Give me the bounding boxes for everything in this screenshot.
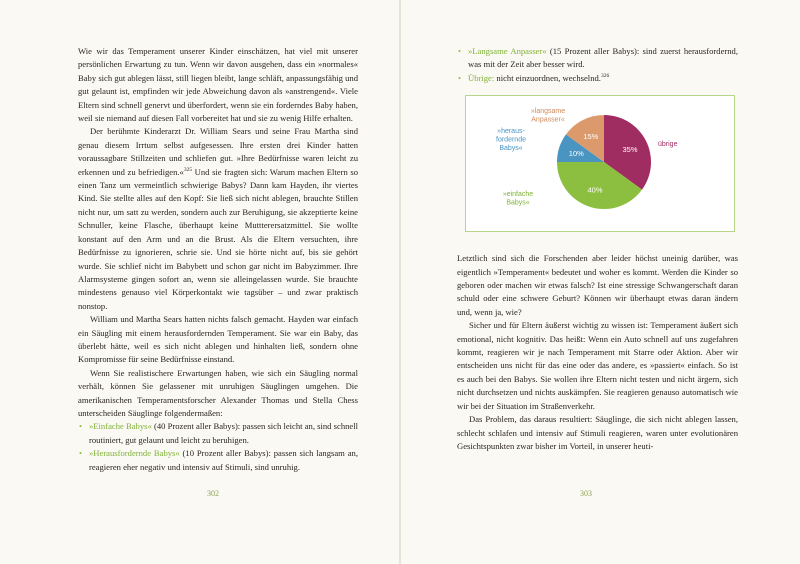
page-number: 303 xyxy=(580,489,592,498)
slice-value-label: 35% xyxy=(622,145,638,155)
slice-category-label: »heraus-fordernde Babys« xyxy=(496,128,526,153)
footnote-ref: 325 xyxy=(183,166,193,173)
paragraph: William und Martha Sears hatten nichts falsch gemacht. Hayden war einfach ein Säugling mit einem herausfordernden Temperament. Sie war ein Baby, das überlebt hätte, weil es sich nicht ablegen und hinhalten ließ, sondern ohne Kompromisse für seine Bedürfnisse einstand. xyxy=(78,314,358,365)
slice-category-label: »einfache Babys« xyxy=(502,191,534,207)
list-item: • »Herausfordernde Babys« (10 Prozent aller Babys): passen sich langsam an, reagieren eher negativ und intensiv auf Stimuli, sind unruhig. xyxy=(78,447,358,474)
paragraph: Wie wir das Temperament unserer Kinder einschätzen, hat viel mit unserer persönlichen Erwartung zu tun. Wenn wir davon ausgehen, dass ein »normales« Baby sich gut ablegen lässt, still liegen bleibt, lange schläft, anpassungsfähig und gut gelaunt ist, empfinden wir jede Abweichung davon als »anstrengend«. Viele Eltern sind schnell genervt und überfordert, wenn sie ein forderndes Baby haben, weil sie niemand auf diesen Fall vorbereitet hat und sie zu wenig Hilfe erhalten. xyxy=(78,46,358,124)
left-page xyxy=(0,0,399,564)
list-item: • »Einfache Babys« (40 Prozent aller Babys): passen sich leicht an, sind schnell routiniert, gut gelaunt und leicht zu beruhigen. xyxy=(78,420,358,447)
page-number: 302 xyxy=(207,489,219,498)
keyword: Übrige: xyxy=(468,72,495,83)
keyword: »Langsame Anpasser« xyxy=(468,46,547,56)
bullet-list xyxy=(457,45,738,85)
paragraph: Der berühmte Kinderarzt Dr. William Sears und seine Frau Martha sind genau diesem Irrtum selbst aufgesessen. Ihre ersten drei Kinder hatten voraussagbare Stillzeiten und schliefen gut. »Ihre Bedürfnisse waren leicht zu erkennen und zu befriedigen.«$^{325}$ Und sie fragten sich: Warum machen Eltern so einen Tanz um vermeintlich schwierige Babys? Dann kam Hayden, ihr viertes Kind. Sie stellte alles auf den Kopf: Sie ließ sich nicht ablegen, brauchte Stillen nicht nur, um satt zu werden, sondern auch zur Beruhigung, sie akzeptierte keine Schnuller, keine Flasche, überhaupt keine Muttterersatzmittel. Sie wollte konstant auf den Arm und an die Brust. Als die Eltern versuchten, ihre Bedürfnisse zu ignorieren, schrie sie. Und sie hörte nicht auf, bis sie gehört wurde. Sie schlief nicht im Babybett und schon gar nicht im Babyzimmer. Ihre Alarmsysteme gingen sofort an, wenn sie alleingelassen wurde. Sie brauchte mindestens genauso viel Körperkontakt wie tagsüber – und zwar praktisch nonstop. xyxy=(78,126,358,311)
right-text-column xyxy=(457,45,738,453)
slice-value-label: 15% xyxy=(583,132,599,142)
paragraph: Sicher und für Eltern äußerst wichtig zu wissen ist: Temperament äußert sich emotional, nicht kognitiv. Das heißt: Wenn ein Auto schnell auf uns zugefahren kommt, reagieren wir je nach Temperament mit Starre oder Aktion. Aber wir entscheiden uns nicht für das eine oder das andere, es »passiert« einfach. So ist es auch bei den Babys. Sie wollen ihre Eltern nicht testen und nicht ärgern, sich nicht durchsetzen und nichts auskämpfen. Sie reagieren genauso automatisch wie wir bei der Situation im Straßenverkehr. xyxy=(457,320,738,411)
pie-chart xyxy=(466,96,734,231)
bullet-list xyxy=(78,420,358,474)
paragraph: Wenn Sie realistischere Erwartungen haben, wie sich ein Säugling normal verhält, können Sie gelassener mit unruhigen Säuglingen umgehen. Die amerikanischen Temperamentsforscher Alexander Thomas und Stella Chess unterscheiden Säuglinge folgendermaßen: xyxy=(78,367,358,418)
right-page xyxy=(401,0,800,564)
keyword: »Einfache Babys« xyxy=(89,421,152,432)
left-text-column xyxy=(78,45,358,474)
list-item: • Übrige: nicht einzuordnen, wechselnd.$^{326}$ xyxy=(457,72,738,85)
paragraph: Letztlich sind sich die Forschenden aber leider höchst uneinig darüber, was eigentlich »Temperament« bedeutet und woher es kommt. Werden die Kinder so geboren oder machen wir etwas falsch? Ist eine stressige Schwangerschaft daran schuld oder eine schwere Geburt? Können wir überhaupt etwas daran ändern und, wenn ja, wie? xyxy=(457,253,738,317)
list-item: • »Langsame Anpasser« (15 Prozent aller Babys): sind zuerst herausfordernd, was mit der Zeit aber besser wird. xyxy=(457,45,738,72)
slice-value-label: 10% xyxy=(568,149,584,159)
keyword: »Herausfordernde Babys« xyxy=(89,448,180,459)
slice-category-label: übrige xyxy=(658,141,678,149)
pie-chart-figure xyxy=(465,95,735,232)
footnote-ref: 326 xyxy=(600,72,610,79)
paragraph: Das Problem, das daraus resultiert: Säuglinge, die sich nicht ablegen lassen, schlecht schlafen und intensiv auf Stimuli reagieren, waren unter evolutionären Gesichtspunkten zwar bisher im Vorteil, in unserer heuti- xyxy=(457,414,738,451)
slice-value-label: 40% xyxy=(587,185,603,195)
slice-category-label: »langsame Anpasser« xyxy=(530,108,566,124)
